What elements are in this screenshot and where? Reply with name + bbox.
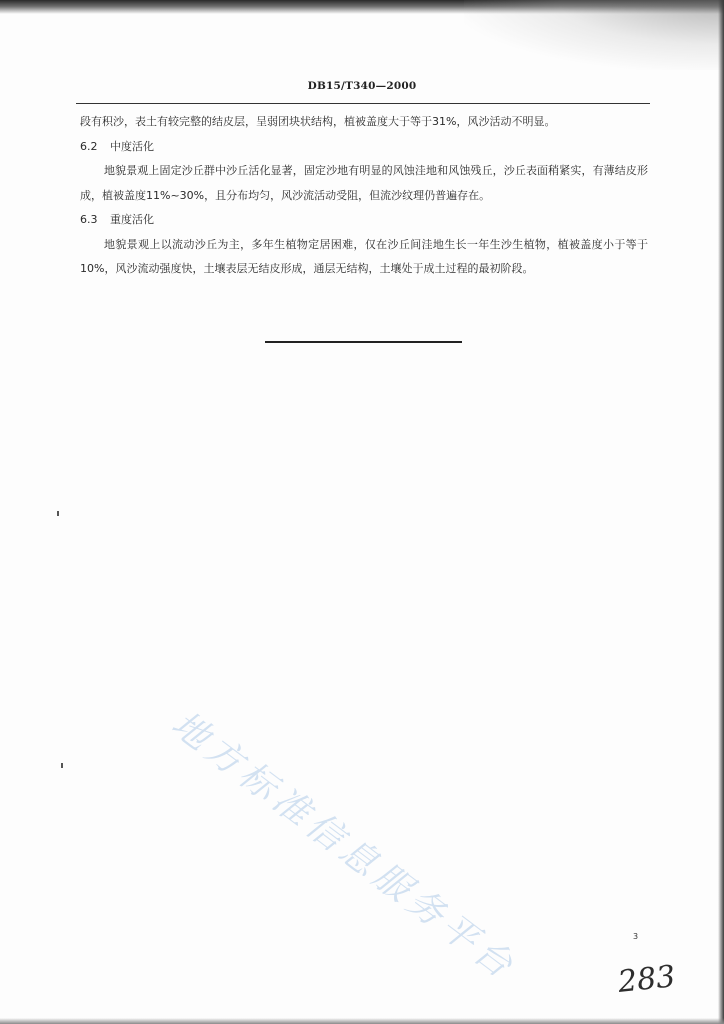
section-paragraph-6-3: 地貌景观上以流动沙丘为主，多年生植物定居困难，仅在沙丘间洼地生长一年生沙生植物，植被盖度小于等于10%，风沙流动强度快，土壤表层无结皮形成，通层无结构，土壤处于成土过程的最初阶段。 xyxy=(80,237,648,275)
section-number: 6.3 xyxy=(80,213,98,226)
scan-edge-bottom xyxy=(0,1018,724,1024)
scan-edge-right xyxy=(718,0,724,1024)
intro-paragraph: 段有积沙，表土有较完整的结皮层，呈弱团块状结构，植被盖度大于等于31%，风沙活动不明显。 xyxy=(80,115,556,128)
end-of-text-rule xyxy=(265,341,462,343)
section-heading-6-2 xyxy=(80,135,648,160)
header-rule xyxy=(76,103,650,104)
section-paragraph-6-2: 地貌景观上固定沙丘群中沙丘活化显著，固定沙地有明显的风蚀洼地和风蚀残丘，沙丘表面稍紧实，有薄结皮形成，植被盖度11%~30%，且分布均匀，风沙流活动受阻，但流沙纹理仍普遍存在。 xyxy=(80,164,648,202)
watermark: 地方标准信息服务平台 xyxy=(163,703,524,990)
section-number: 6.2 xyxy=(80,139,98,153)
section-title: 中度活化 xyxy=(110,139,154,153)
handwritten-page-number: 283 xyxy=(616,959,677,1000)
section-title: 重度活化 xyxy=(110,213,154,226)
page-number: 3 xyxy=(633,932,639,941)
scan-shadow-top-right xyxy=(464,0,724,70)
scan-speck xyxy=(61,763,63,768)
document-number-header: DB15/T340—2000 xyxy=(307,80,417,92)
section-heading-6-3 xyxy=(80,208,648,233)
document-body xyxy=(80,110,648,282)
scan-speck xyxy=(57,511,59,516)
